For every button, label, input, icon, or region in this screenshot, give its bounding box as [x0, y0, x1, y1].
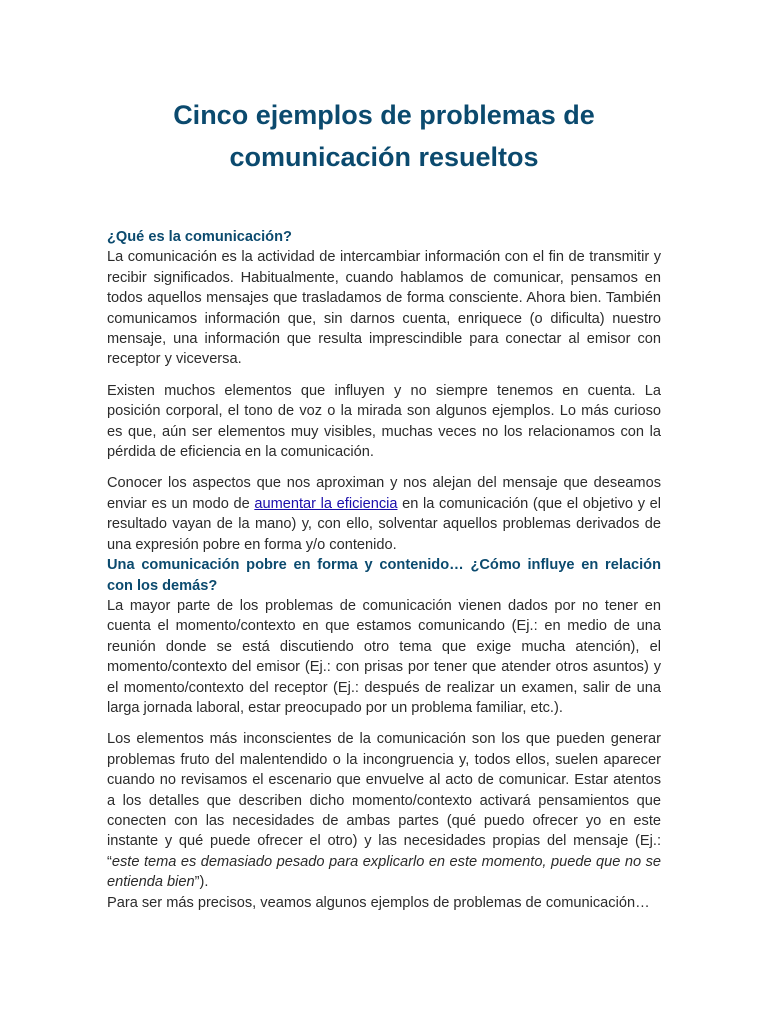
paragraph-conocer-text-start: Conocer los aspectos que nos aproximan y nos alejan del mensaje que deseamos enviar es un modo de	[107, 475, 661, 512]
aumentar-eficiencia-link[interactable]: aumentar la eficiencia	[254, 495, 398, 512]
section-heading-comunicacion-pobre: Una comunicación pobre en forma y contenido… ¿Cómo influye en relación con los demás?	[107, 557, 661, 594]
paragraph-conocer-text-end: en la comunicación (que el objetivo y el resultado vayan de la mano) y, con ello, solventar aquellos problemas derivados de una expresión pobre en forma y/o contenido.	[107, 495, 661, 553]
paragraph-conocer	[107, 473, 661, 555]
document-title: Cinco ejemplos de problemas de comunicación resueltos	[173, 100, 595, 172]
paragraph-ejemplos-intro: Para ser más precisos, veamos algunos ejemplos de problemas de comunicación…	[107, 894, 650, 911]
paragraph-problemas: La mayor parte de los problemas de comunicación vienen dados por no tener en cuenta el momento/contexto en que estamos comunicando (Ej.: en medio de una reunión donde se está discutiendo otro tema que exige mucha atención), el momento/contexto del emisor (Ej.: con prisas por tener que atender otros asuntos) y el momento/contexto del receptor (Ej.: después de realizar un examen, salir de una larga jornada laboral, estar preocupado por un problema familiar, etc.).	[107, 597, 661, 716]
paragraph-inconscientes	[107, 729, 661, 892]
paragraph-elementos: Existen muchos elementos que influyen y no siempre tenemos en cuenta. La posición corporal, el tono de voz o la mirada son algunos ejemplos. Lo más curioso es que, aún ser elementos muy visibles, muchas veces no los relacionamos con la pérdida de eficiencia en la comunicación.	[107, 382, 661, 461]
document-body	[107, 227, 661, 913]
paragraph-definicion: La comunicación es la actividad de intercambiar información con el fin de transmitir y recibir significados. Habitualmente, cuando hablamos de comunicar, pensamos en todos aquellos mensajes que trasladamos de forma consciente. Ahora bien. También comunicamos información que, sin darnos cuenta, enriquece (o dificulta) nuestro mensaje, una información que resulta imprescindible para conectar al emisor con receptor y viceversa.	[107, 249, 661, 368]
paragraph-inconscientes-end: ”).	[194, 874, 209, 891]
paragraph-inconscientes-quote: este tema es demasiado pesado para explicarlo en este momento, puede que no se entienda bien	[107, 853, 661, 891]
paragraph-inconscientes-text: Los elementos más inconscientes de la comunicación son los que pueden generar problemas fruto del malentendido o la incongruencia y, todos ellos, suelen aparecer cuando no revisamos el escenario que envuelve al acto de comunicar. Estar atentos a los detalles que describen dicho momento/contexto activará pensamientos que conecten con las necesidades de ambas partes (qué puedo ofrecer yo en este instante y qué puede ofrecer el otro) y las necesidades propias del mensaje (Ej.: “	[107, 731, 661, 870]
section-heading-que-es: ¿Qué es la comunicación?	[107, 229, 292, 245]
